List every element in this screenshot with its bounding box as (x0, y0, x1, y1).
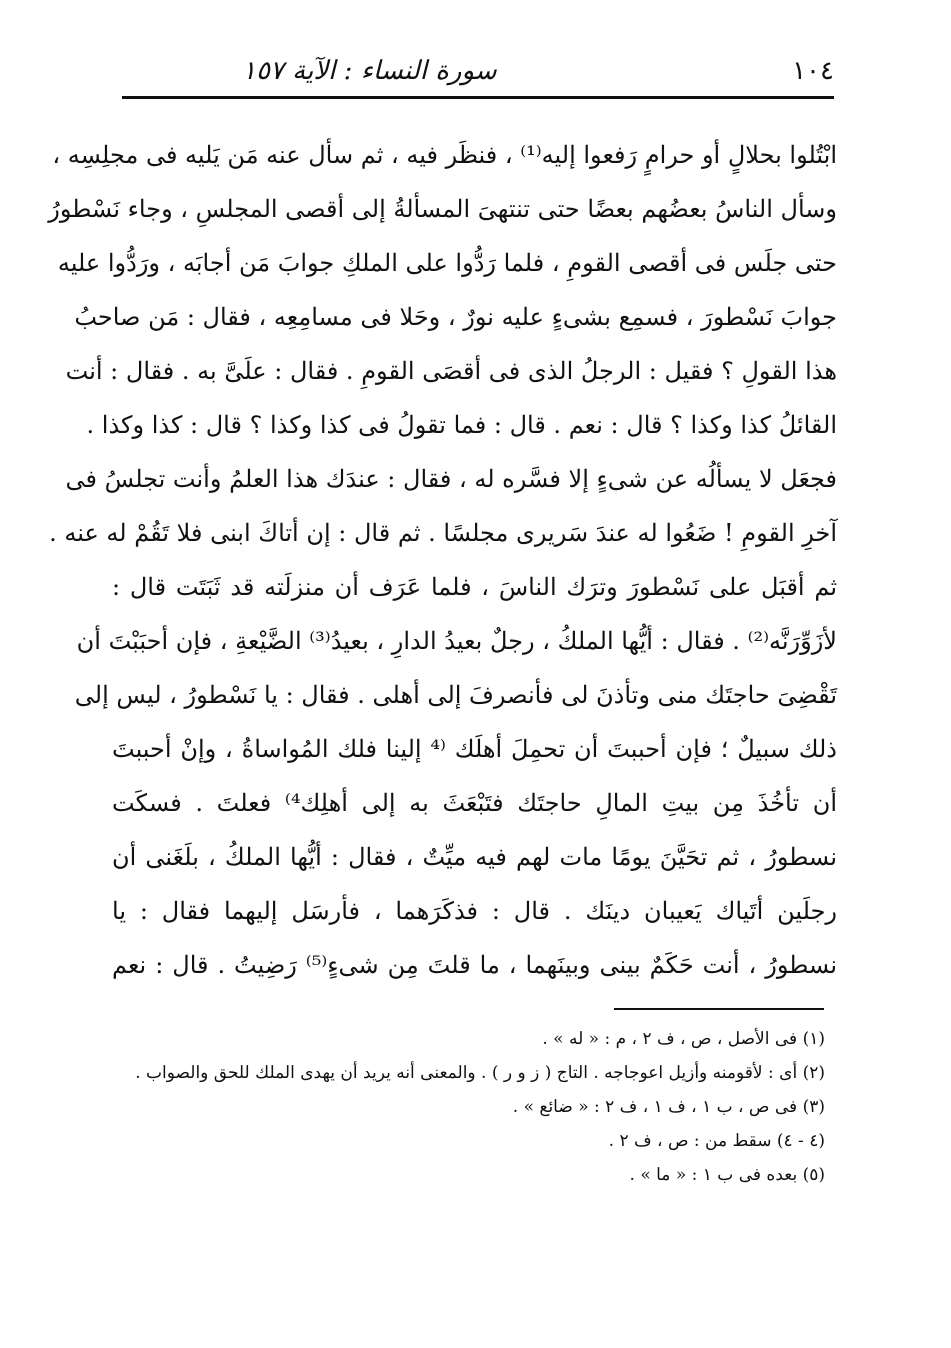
footnote: (٣) فى ص ، ب ١ ، ف ١ ، ف ٢ : « ضائع » . (512, 1097, 825, 1117)
text-line: القائلُ كذا وكذا ؟ قال : نعم . قال : فما تقولُ فى كذا وكذا ؟ قال : كذا وكذا . (86, 411, 837, 439)
text-line: ثم أقبَل على نَسْطورَ وترَك الناسَ ، فلما عَرَف أن منزلَته قد ثَبَتَت قال : (112, 573, 837, 601)
running-title: سورة النساء : الآية ١٥٧ (242, 56, 497, 86)
page-number: ١٠٤ (792, 56, 834, 86)
body-text (48, 128, 838, 992)
text-line: ابْتُلوا بحلالٍ أو حرامٍ رَفعوا إليه⁽¹⁾ ، فنظَر فيه ، ثم سأل عنه مَن يَليه فى مجلِسِه ، (52, 141, 837, 169)
footnote: (٢) أى : لأقومنه وأزيل اعوجاجه . التاج ( ز و ر ) . والمعنى أنه يريد أن يهدى الملك للحق والصواب . (135, 1063, 825, 1083)
text-line: رجلَين أتَياك يَعيبان دينَك . قال : فذكَرَهما ، فأرسَل إليهما فقال : يا (112, 897, 837, 925)
page-header (122, 52, 834, 96)
footnote: (١) فى الأصل ، ص ، ف ٢ ، م : « له » . (542, 1029, 825, 1049)
text-line: ذلك سبيلٌ ؛ فإن أحببتَ أن تحمِلَ أهلَك ⁽⁴ إلينا فلك المُواساةُ ، وإنْ أحببتَ (112, 735, 837, 763)
text-line: لأزَوِّرَنَّه⁽²⁾ . فقال : أيُّها الملكُ ، رجلٌ بعيدُ الدارِ ، بعيدُ⁽³⁾ الضَّيْعةِ ، فإن أحبَبْتَ أن (76, 627, 837, 655)
text-line: جوابَ نَسْطورَ ، فسمِع بشىءٍ عليه نورٌ ، وحَلا فى مسامِعِه ، فقال : مَن صاحبُ (74, 303, 837, 331)
header-rule (122, 96, 834, 99)
footnote: (٥) بعده فى ب ١ : « ما » . (629, 1165, 825, 1185)
footnote-rule (614, 1008, 824, 1010)
text-line: فجعَل لا يسألُه عن شىءٍ إلا فسَّره له ، فقال : عندَك هذا العلمُ وأنت تجلسُ فى (65, 465, 837, 493)
text-line: أن تأخُذَ مِن بيتِ المالِ حاجتَك فتَبْعَثَ به إلى أهلِك⁴⁾ فعلتَ . فسكَت (112, 789, 837, 817)
footnote: (٤ - ٤) سقط من : ص ، ف ٢ . (608, 1131, 825, 1151)
text-line: تَقْضِىَ حاجتَك منى وتأذنَ لى فأنصرفَ إلى أهلى . فقال : يا نَسْطورُ ، ليس إلى (74, 681, 837, 709)
text-line: هذا القولِ ؟ فقيل : الرجلُ الذى فى أقصَى القومِ . فقال : علَىَّ به . فقال : أنت (65, 357, 837, 385)
text-line: نسطورُ ، ثم تحَيَّنَ يومًا مات لهم فيه ميِّتٌ ، فقال : أيُّها الملكُ ، بلَغَنى أن (112, 843, 837, 871)
text-line: وسأل الناسُ بعضُهم بعضًا حتى تنتهىَ المسألةُ إلى أقصى المجلسِ ، وجاء نَسْطورُ (48, 195, 837, 223)
text-line: نسطورُ ، أنت حَكَمٌ بينى وبينَهما ، ما قلتَ مِن شىءٍ⁽⁵⁾ رَضِيتُ . قال : نعم (112, 951, 838, 979)
text-line: آخرِ القومِ ! ضَعُوا له عندَ سَريرى مجلسًا . ثم قال : إن أتاكَ ابنى فلا تَقُمْ له عنه . (49, 519, 837, 547)
text-line: حتى جلَس فى أقصى القومِ ، فلما رَدُّوا على الملكِ جوابَ مَن أجابَه ، ورَدُّوا عليه (57, 249, 837, 277)
footnotes (112, 1022, 837, 1192)
